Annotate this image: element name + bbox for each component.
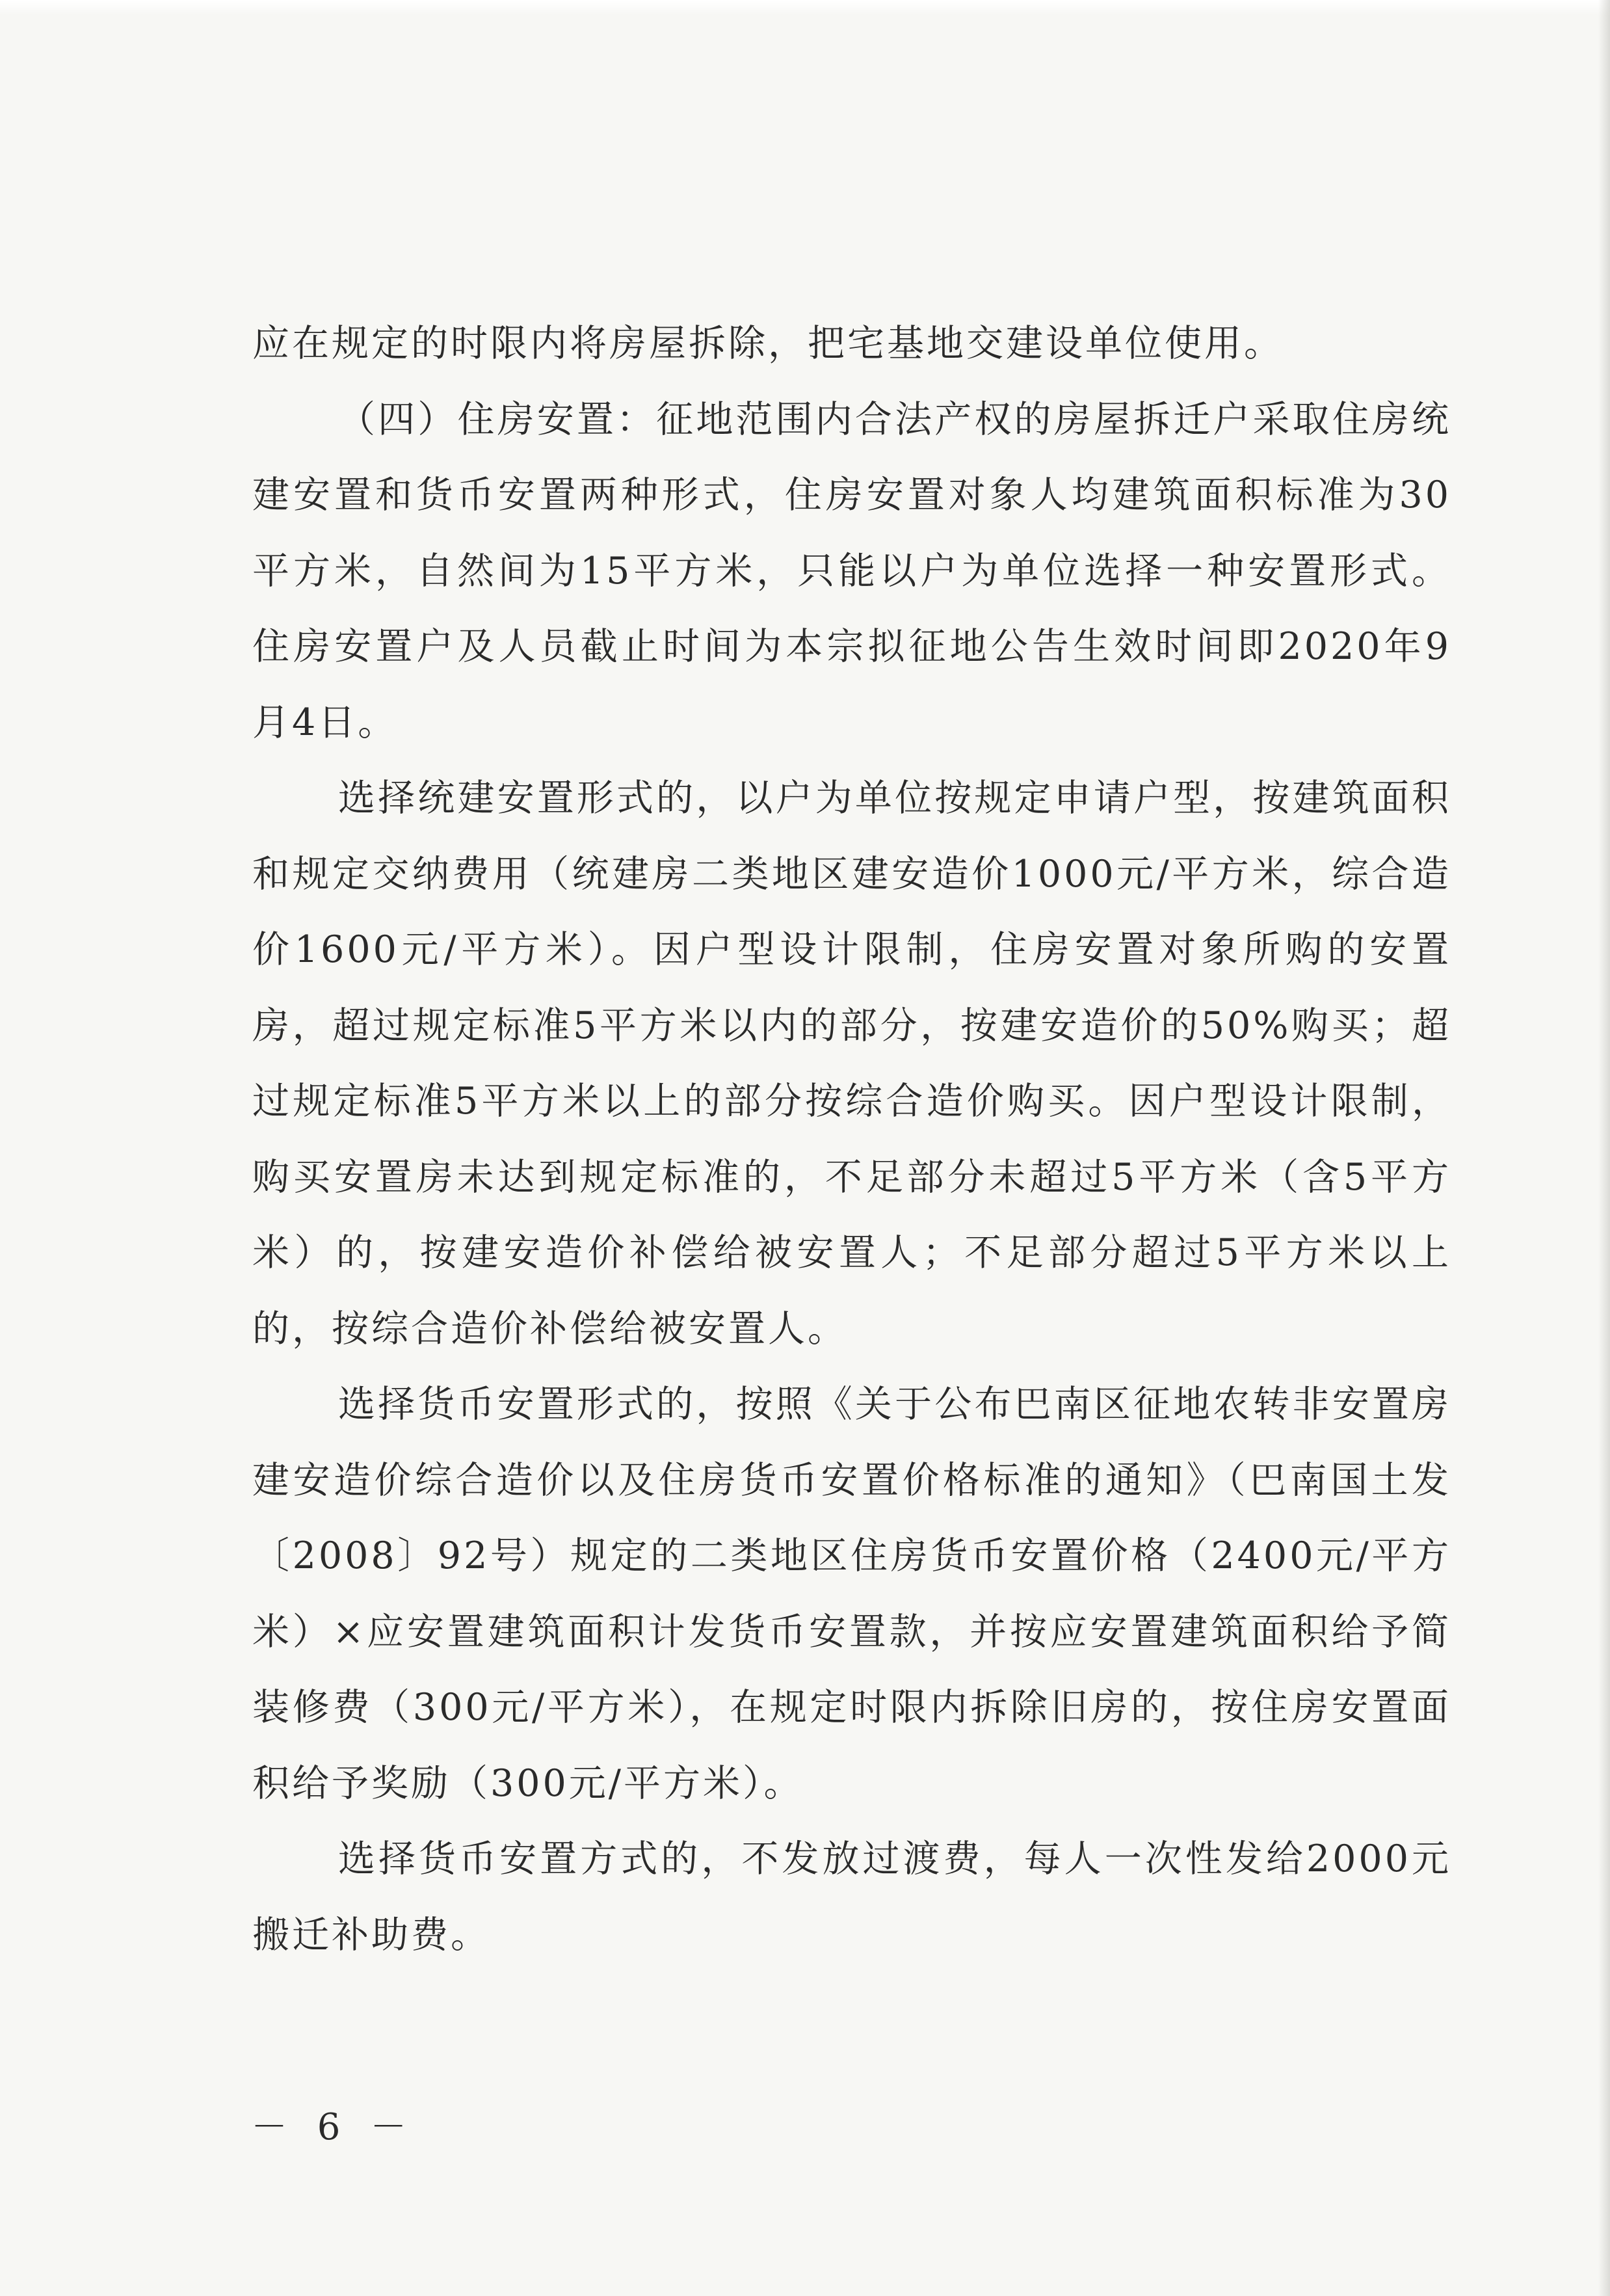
- scan-edge-top: [0, 0, 1610, 16]
- paragraph-monetary-option: 选择货币安置形式的，按照《关于公布巴南区征地农转非安置房建安造价综合造价以及住房货币安置价格标准的通知》（巴南国土发〔2008〕92号）规定的二类地区住房货币安置价格（2400元/平方米）×应安置建筑面积计发货币安置款，并按应安置建筑面积给予简装修费（300元/平方米），在规定时限内拆除旧房的，按住房安置面积给予奖励（300元/平方米）。: [252, 1383, 1451, 1805]
- paragraph-relocation-subsidy: 选择货币安置方式的，不发放过渡费，每人一次性发给2000元搬迁补助费。: [252, 1837, 1451, 1956]
- scan-edge-right: [1598, 0, 1610, 2296]
- document-body: [252, 306, 1451, 1973]
- paragraph-continuation: 应在规定的时限内将房屋拆除，把宅基地交建设单位使用。: [252, 322, 1284, 365]
- page-number: － 6 －: [251, 2106, 416, 2148]
- paragraph-unified-construction-option: 选择统建安置形式的，以户为单位按规定申请户型，按建筑面积和规定交纳费用（统建房二类地区建安造价1000元/平方米，综合造价1600元/平方米）。因户型设计限制，住房安置对象所购的安置房，超过规定标准5平方米以内的部分，按建安造价的50%购买；超过规定标准5平方米以上的部分按综合造价购买。因户型设计限制，购买安置房未达到规定标准的，不足部分未超过5平方米（含5平方米）的，按建安造价补偿给被安置人；不足部分超过5平方米以上的，按综合造价补偿给被安置人。: [252, 777, 1451, 1350]
- paragraph-housing-resettlement: （四）住房安置：征地范围内合法产权的房屋拆迁户采取住房统建安置和货币安置两种形式，住房安置对象人均建筑面积标准为30平方米，自然间为15平方米，只能以户为单位选择一种安置形式。住房安置户及人员截止时间为本宗拟征地公告生效时间即2020年9月4日。: [252, 397, 1451, 744]
